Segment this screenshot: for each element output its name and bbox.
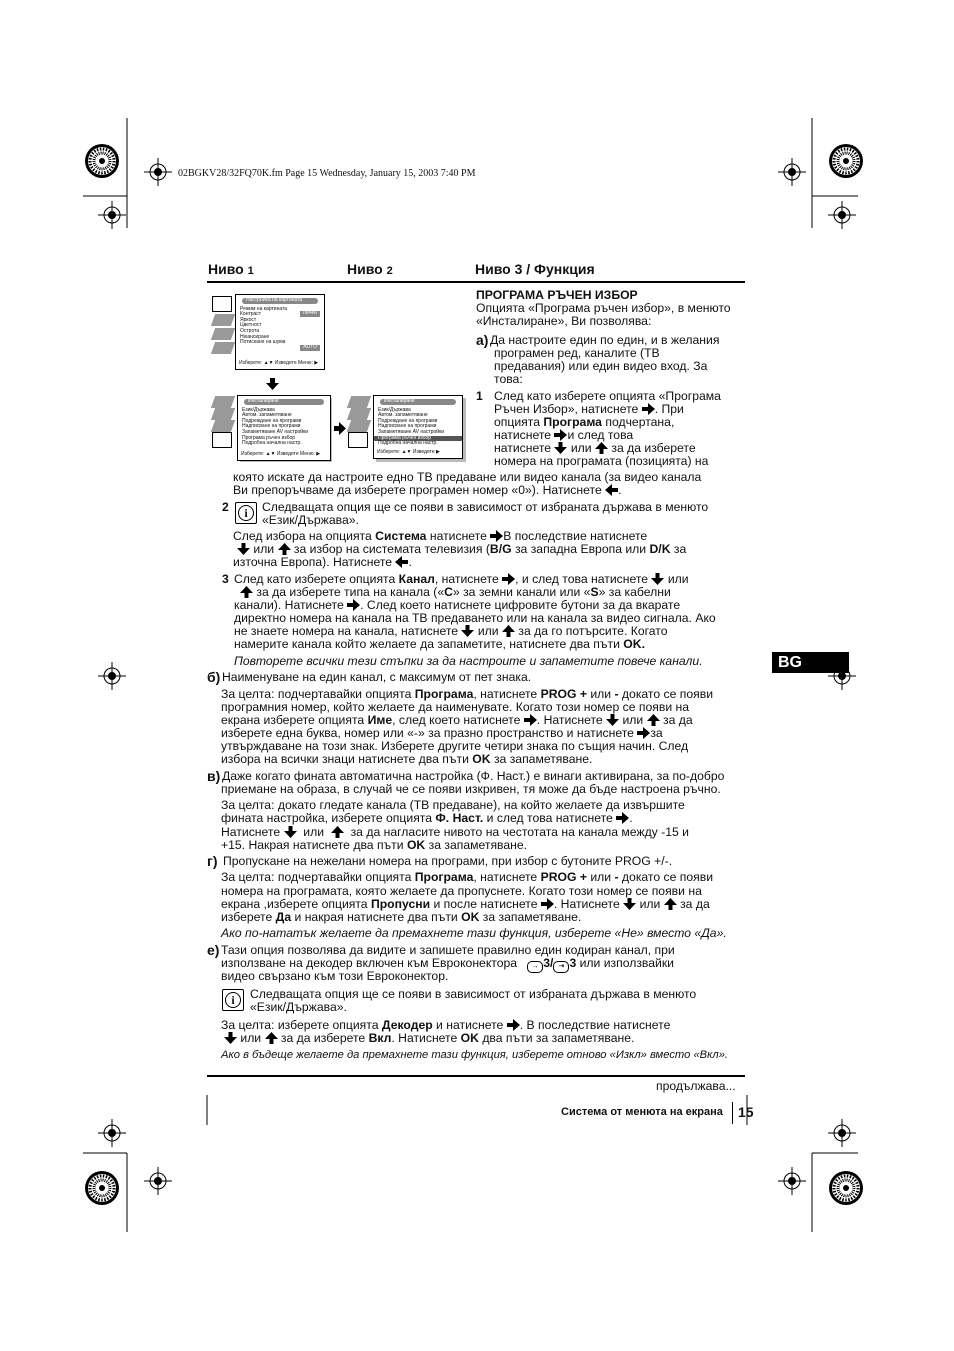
sound-tab-icon — [211, 314, 235, 326]
right-arrow-icon — [637, 727, 650, 739]
noise-value: AUTO — [300, 345, 320, 351]
setup-tab-icon — [348, 432, 368, 448]
install-submenu-row: Подробна начална настр. — [378, 440, 438, 447]
item-v-head: Даже когато фината автоматична настройка (Ф. Наст.) е винаги активирана, за по-добро — [222, 769, 725, 783]
header-rule — [207, 281, 745, 283]
scart-in-icon: → — [527, 961, 543, 973]
picture-tab-icon — [212, 296, 232, 312]
item-g-letter: г) — [207, 853, 218, 869]
step-1-line: опцията Програма подчертана, — [494, 415, 675, 429]
picture-menu-row: Яркост — [240, 316, 257, 323]
picture-tab-icon — [347, 396, 371, 408]
install-menu-screen — [237, 395, 331, 461]
footer-divider — [732, 1102, 733, 1124]
level-1-heading — [208, 261, 254, 277]
item-v-line: +15. Накрая натиснете два пъти OK за запаметяване. — [221, 838, 528, 852]
continues-label: продължава... — [656, 1079, 736, 1093]
install-menu-illustration — [208, 392, 334, 464]
install-submenu-screen — [373, 395, 463, 459]
page-number: 15 — [738, 1104, 754, 1120]
step-2-note: Следващата опция ще се появи в зависимост от избраната държава в менюто — [262, 500, 709, 514]
sound-tab-icon — [211, 408, 235, 420]
item-b-line: избора на всички знаци натиснете два пъти OK за запаметяване. — [221, 752, 593, 766]
item-g-line: екрана ,изберете опцията Пропусни и после натиснете . Натиснете или за да — [221, 897, 710, 911]
features-tab-icon — [211, 328, 235, 340]
picture-menu-footer: Изберете: ▲▼ Изведете Меню: ▶ — [239, 360, 319, 367]
item-b-line: утвърждаване на този знак. Изберете другите четири знака по същия начин. След — [221, 739, 689, 753]
install-menu-row: Подреждане на програми — [242, 417, 302, 424]
right-arrow-icon — [554, 429, 567, 441]
intro-line: «Инсталиране», Ви позволява: — [476, 314, 652, 328]
up-arrow-icon — [502, 625, 515, 637]
down-arrow-icon — [284, 826, 297, 838]
step-1-number: 1 — [476, 389, 483, 403]
install-submenu-row: Запаметяване AV настройки — [378, 428, 445, 435]
step-1-line: натиснете или за да изберете — [494, 441, 696, 455]
item-b-line: изберете една буква, номер или «-» за празно пространство и натиснете за — [221, 726, 663, 740]
setup-tab-icon — [211, 342, 235, 354]
install-submenu-row: Език/Държава — [378, 406, 411, 413]
install-menu-row: Програма ръчен избор — [242, 434, 296, 441]
right-arrow-icon — [507, 1019, 520, 1031]
features-tab-icon — [347, 420, 371, 432]
right-arrow-icon — [490, 530, 503, 542]
section-title: ПРОГРАМА РЪЧЕН ИЗБОР — [476, 288, 638, 302]
item-e-line: или за да изберете Вкл. Натиснете OK два пъти за запаметяване. — [224, 1032, 634, 1045]
right-arrow-icon — [642, 403, 655, 415]
step-3-repeat: Повторете всички тези стъпки за да настроите и запаметите повече канали. — [234, 654, 703, 668]
level-2-word: Ниво — [347, 261, 383, 277]
right-arrow-icon — [524, 714, 537, 726]
install-menu-row: Подробна начална настр. — [242, 440, 302, 447]
features-tab-icon — [211, 420, 235, 432]
picture-menu-row: Режим на картината — [240, 305, 288, 312]
level-1-word: Ниво — [208, 261, 244, 277]
item-b-head: Наименуване на един канал, с максимум от пет знака. — [222, 670, 532, 684]
item-g-head: Пропускане на нежелани номера на програми, при избор с бутоните PROG +/-. — [223, 854, 673, 868]
item-e-line: За целта: изберете опцията Декодер и натиснете . В последствие натиснете — [221, 1018, 671, 1032]
item-a-line: това: — [494, 372, 523, 386]
footer-rule — [207, 1075, 745, 1077]
picture-mode-value: Личен — [300, 311, 320, 317]
step-2-line: След избора на опцията Система натиснете В последствие натиснете — [233, 529, 648, 543]
step-2-number: 2 — [222, 500, 229, 514]
install-menu-row: Запаметяване AV настройки — [242, 428, 309, 435]
install-menu-title: Инсталиране — [244, 399, 324, 405]
item-g-line: изберете Да и накрая натиснете два пъти OK за запаметяване. — [221, 910, 582, 924]
picture-menu-title: Настройка на картината — [242, 298, 318, 304]
item-b-line: За целта: подчертавайки опцията Програма, натиснете PROG + или - докато се появи — [221, 687, 714, 701]
item-g-italic: Ако по-нататък желаете да премахнете тази функция, изберете «Не» вместо «Да». — [221, 926, 727, 940]
scart-out-icon: ⇥ — [553, 961, 569, 973]
item-a-line: Да настроите един по един, и в желания — [490, 333, 720, 347]
item-g-line: номера на програмата, която желаете да пропуснете. Когато този номер се появи на — [221, 884, 702, 898]
item-a-line: предавания) или един видео вход. За — [494, 359, 708, 373]
level-2-number: 2 — [386, 265, 393, 277]
step-3-line: намерите канала който желаете да запаметите, натиснете два пъти OK. — [234, 637, 645, 651]
right-arrow-icon — [334, 422, 346, 440]
right-arrow-icon — [616, 812, 629, 824]
install-menu-row: Език/Държава — [242, 406, 275, 413]
step-1-line: натиснете и след това — [494, 428, 634, 442]
step-3-line: канали). Натиснете . След което натиснете цифровите бутони за да вкарате — [234, 598, 681, 612]
level-2-heading — [347, 261, 393, 277]
down-arrow-icon — [554, 442, 567, 454]
right-arrow-icon — [347, 599, 360, 611]
install-menu-row: Надписване на програми — [242, 423, 301, 430]
down-arrow-icon — [623, 898, 636, 910]
up-arrow-icon — [240, 586, 253, 598]
install-menu-footer: Изберете: ▲▼ Изведете Меню: ▶ — [241, 451, 321, 458]
step-3-line: не знаете номера на канала, натиснете или за да го потърсите. Когато — [234, 624, 668, 638]
item-b-line: програмния номер, който желаете да наименувате. Когато този номер се появи на — [221, 700, 690, 714]
step-3-number: 3 — [222, 572, 229, 586]
item-e-head: видео свързано към този Евроконектор. — [221, 969, 449, 983]
step-3-line: директно номера на канала на ТВ предаването или на канала за видео сигнала. Ако — [234, 611, 716, 625]
item-v-head: приемане на образа, в случай че се появи изкривен, тя може да бъде настроена ръчно. — [221, 782, 721, 796]
level-1-number: 1 — [247, 265, 254, 277]
footer-title: Система от менюта на екрана — [561, 1106, 723, 1118]
picture-menu-row: Цветност — [240, 322, 262, 329]
picture-menu-row: Потискане на шума — [240, 339, 286, 346]
step-2-line: или за избор на системата телевизия (B/G за западна Европа или D/K за — [237, 543, 686, 556]
up-arrow-icon — [265, 1032, 278, 1044]
down-arrow-icon — [461, 625, 474, 637]
up-arrow-icon — [647, 714, 660, 726]
item-v-line: Натиснете или за да нагласите нивото на честотата на канала между -15 и — [221, 825, 689, 839]
install-submenu-row: Автом. запаметяване — [378, 412, 428, 419]
item-a-line: програмен ред, каналите (ТВ — [494, 346, 660, 360]
setup-tab-icon — [212, 432, 232, 448]
step-3-line: След като изберете опцията Канал, натиснете , и след това натиснете или — [234, 572, 689, 586]
down-arrow-icon — [606, 714, 619, 726]
item-b-letter: б) — [207, 669, 221, 685]
up-arrow-icon — [595, 442, 608, 454]
picture-menu-illustration — [208, 292, 328, 372]
install-menu-row: Автом. запаметяване — [242, 412, 292, 419]
left-arrow-icon — [605, 484, 618, 496]
step-3-line: за да изберете типа на канала («C» за земни канали или «S» за кабелни — [240, 586, 671, 599]
item-e-note: «Език/Държава». — [250, 1000, 347, 1014]
item-e-head: Тази опция позволява да видите и запишете правилно един кодиран канал, при — [221, 943, 675, 957]
item-g-line: За целта: подчертавайки опцията Програма, натиснете PROG + или - докато се появи — [221, 870, 714, 884]
item-e-letter: е) — [207, 942, 220, 958]
up-arrow-icon — [331, 826, 344, 838]
step-2-note: «Език/Държава». — [262, 513, 359, 527]
step-1-line: която искате да настроите едно ТВ предаване или видео канала (за видео канала — [233, 470, 702, 484]
step-1-line: Ви препоръчваме да изберете програмен номер «0»). Натиснете . — [233, 483, 622, 497]
down-arrow-icon — [224, 1032, 237, 1044]
info-icon: i — [222, 989, 244, 1011]
level-3-heading: Ниво 3 / Функция — [475, 261, 595, 277]
install-submenu-title: Инсталиране — [380, 399, 456, 405]
item-v-letter: в) — [207, 768, 221, 784]
install-submenu-row-selected: Програма ръчен избор — [374, 436, 462, 442]
item-v-line: За целта: докато гледате канала (ТВ предаване), на който желаете да извършите — [221, 798, 685, 812]
picture-menu-screen — [235, 294, 325, 370]
up-arrow-icon — [278, 543, 291, 555]
install-submenu-row: Подреждане на програми — [378, 417, 438, 424]
install-submenu-illustration — [346, 392, 466, 464]
info-icon: i — [235, 502, 257, 524]
picture-menu-row: Нюансиране — [240, 333, 270, 340]
item-e-note: Следващата опция ще се появи в зависимост от избраната държава в менюто — [250, 987, 697, 1001]
step-2-line: източна Европа). Натиснете . — [233, 555, 412, 569]
language-tab: BG — [772, 652, 849, 673]
item-v-line: фината настройка, изберете опцията Ф. Наст. и след това натиснете . — [221, 811, 633, 825]
file-header: 02BGKV28/32FQ70K.fm Page 15 Wednesday, January 15, 2003 7:40 PM — [178, 168, 476, 179]
intro-line: Опцията «Програма ръчен избор», в менюто — [476, 301, 731, 315]
install-submenu-row: Надписване на програми — [378, 423, 437, 430]
step-1-line: номера на програмата (позицията) на — [494, 454, 709, 468]
picture-tab-icon — [211, 396, 235, 408]
down-arrow-icon — [237, 543, 250, 555]
sound-tab-icon — [347, 408, 371, 420]
right-arrow-icon — [541, 898, 554, 910]
picture-menu-row: Острота — [240, 327, 260, 334]
install-submenu-footer: Изберете: ▲▼ Изведете ▶ — [377, 449, 440, 456]
right-arrow-icon — [502, 573, 515, 585]
left-arrow-icon — [395, 556, 408, 568]
up-arrow-icon — [664, 898, 677, 910]
item-e-head: използване на декодер включен към Евроконектора → 3/ ⇥ 3 или използвайки — [221, 957, 674, 973]
picture-menu-row: Контраст — [240, 311, 262, 318]
item-b-line: екрана изберете опцията Име, след което натиснете . Натиснете или за да — [221, 713, 693, 727]
step-1-line: След като изберете опцията «Програма — [494, 389, 721, 403]
item-a-letter: a) — [476, 332, 489, 348]
item-e-italic: Ако в бъдеще желаете да премахнете тази функция, изберете отново «Изкл» вместо «Вкл». — [221, 1049, 729, 1061]
down-arrow-icon — [651, 573, 664, 585]
step-1-line: Ръчен Избор», натиснете . При — [494, 402, 684, 416]
